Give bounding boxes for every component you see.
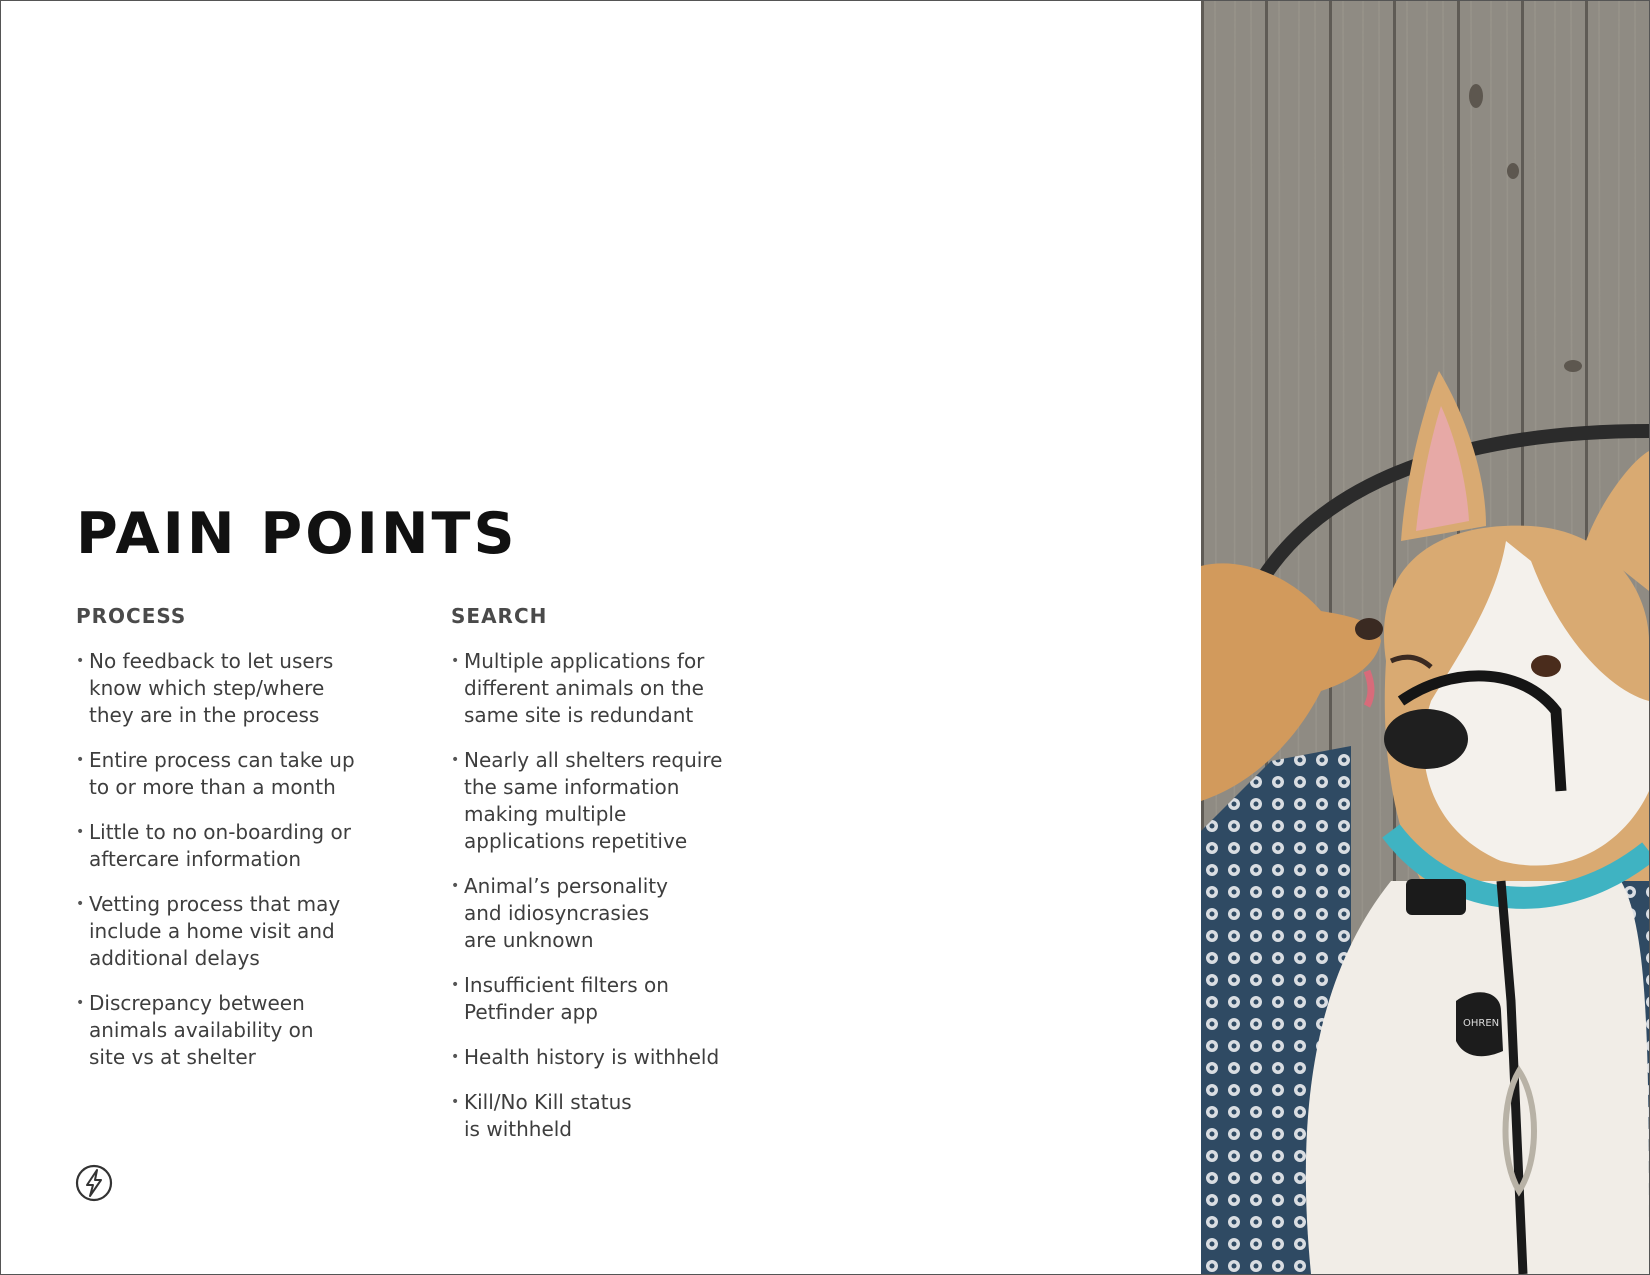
- process-heading: PROCESS: [76, 604, 187, 628]
- list-item: • No feedback to let users know which step/where they are in the process: [76, 648, 406, 729]
- search-column: [451, 604, 781, 1161]
- right-eye: [1531, 655, 1561, 677]
- lightning-logo-icon: [75, 1164, 113, 1202]
- process-list: [76, 648, 406, 1071]
- list-item: • Animal’s personality and idiosyncrasies are unknown: [451, 873, 781, 954]
- list-item: • Discrepancy between animals availability on site vs at shelter: [76, 990, 406, 1071]
- wood-knot: [1507, 163, 1519, 179]
- list-item: • Insufficient filters on Petfinder app: [451, 972, 781, 1026]
- wood-knot: [1564, 360, 1582, 372]
- dog-photo: [1201, 1, 1649, 1274]
- text-panel: [1, 1, 1201, 1274]
- search-heading: SEARCH: [451, 604, 548, 628]
- page-title: PAIN POINTS: [76, 501, 518, 567]
- main-dog-body: [1306, 881, 1649, 1274]
- list-item: • Nearly all shelters require the same information making multiple applications repetitive: [451, 747, 781, 855]
- main-dog-nose: [1384, 709, 1468, 769]
- search-list: [451, 648, 781, 1143]
- tag-text: OHREN: [1463, 1018, 1500, 1029]
- list-item: • Vetting process that may include a home visit and additional delays: [76, 891, 406, 972]
- list-item: • Health history is withheld: [451, 1044, 781, 1071]
- small-dog-tongue: [1367, 671, 1371, 706]
- process-column: [76, 604, 406, 1089]
- list-item: • Entire process can take up to or more than a month: [76, 747, 406, 801]
- list-item: • Kill/No Kill status is withheld: [451, 1089, 781, 1143]
- small-dog-nose: [1355, 618, 1383, 640]
- wood-knot: [1469, 84, 1483, 108]
- list-item: • Multiple applications for different animals on the same site is redundant: [451, 648, 781, 729]
- collar-buckle: [1406, 879, 1466, 915]
- dog-photo-illustration: [1201, 1, 1649, 1274]
- list-item: • Little to no on-boarding or aftercare information: [76, 819, 406, 873]
